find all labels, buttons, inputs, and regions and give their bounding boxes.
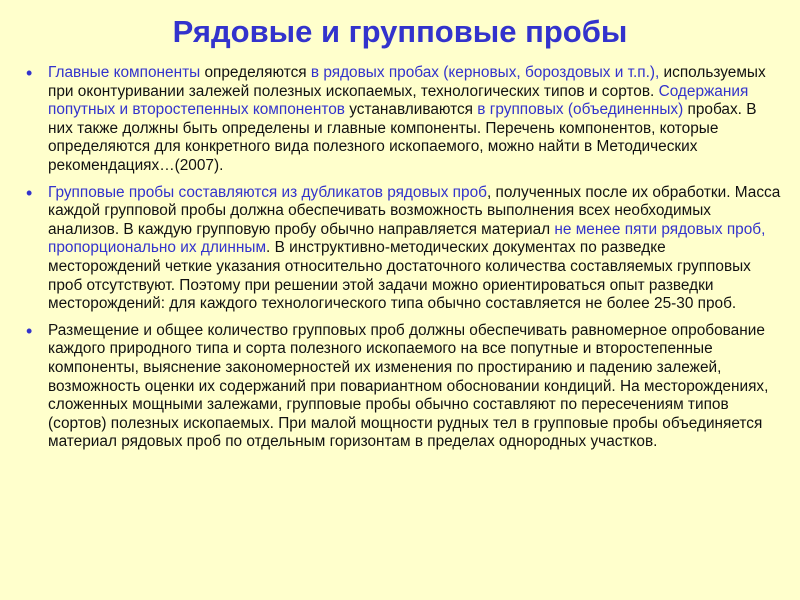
text-segment: используемых при оконтуривании залежей полезных ископаемых, технологических типов и сортов. bbox=[48, 64, 766, 100]
bullet-item bbox=[22, 64, 782, 176]
text-segment: в групповых (объединенных) bbox=[477, 101, 684, 119]
text-segment: Групповые пробы составляются из дубликатов рядовых проб bbox=[48, 183, 487, 201]
text-segment: не менее пяти рядовых проб, пропорционально их длинным bbox=[48, 220, 766, 257]
bullet-item bbox=[22, 322, 782, 452]
slide-title: Рядовые и групповые пробы bbox=[172, 14, 628, 49]
text-segment: определяются bbox=[200, 64, 311, 81]
text-segment: пробах. В них также должны быть определены и главные компоненты. Перечень компонентов, которые определяются для конкретного вида полезного ископаемого, можно найти в Методических рекомендациях…(2007). bbox=[48, 101, 757, 174]
text-segment: . В инструктивно-методических документах по разведке месторождений четкие указания относительно достаточного количества составляемых групповых проб отсутствуют. Поэтому при решении этой задачи можно ориентироваться опыт разведки месторождений: для каждого технологического типа обычно составляется не более 25-30 проб. bbox=[48, 239, 751, 313]
bullet-list bbox=[22, 64, 782, 460]
text-segment: Размещение и общее количество групповых проб должны обеспечивать равномерное опробование каждого природного типа и сорта полезного ископаемого на все попутные и второстепенные компоненты, выяснение закономерностей их изменения по простиранию и падению залежей, возможность оценки их содержаний при повариантном обосновании кондиций. На месторождениях, сложенных мощными залежами, групповые пробы обычно составляют по пересечениям типов (сортов) полезных ископаемых. При малой мощности рудных тел в групповые пробы объединяется материал рядовых проб по отдельным горизонтам в пределах однородных участков. bbox=[48, 321, 769, 451]
text-segment: Главные компоненты bbox=[48, 64, 201, 81]
bullet-item bbox=[22, 184, 782, 314]
text-segment: , полученных после их обработки. Масса каждой групповой пробы должна обеспечивать возможность выполнения всех необходимых анализов. В каждую групповую пробу обычно направляется материал bbox=[48, 183, 781, 238]
text-segment: Содержания попутных и второстепенных компонентов bbox=[48, 82, 749, 119]
text-segment: устанавливаются bbox=[344, 101, 478, 119]
text-segment: (керновых, бороздовых и т.п.), bbox=[438, 64, 660, 81]
text-segment: в рядовых пробах bbox=[310, 64, 439, 81]
